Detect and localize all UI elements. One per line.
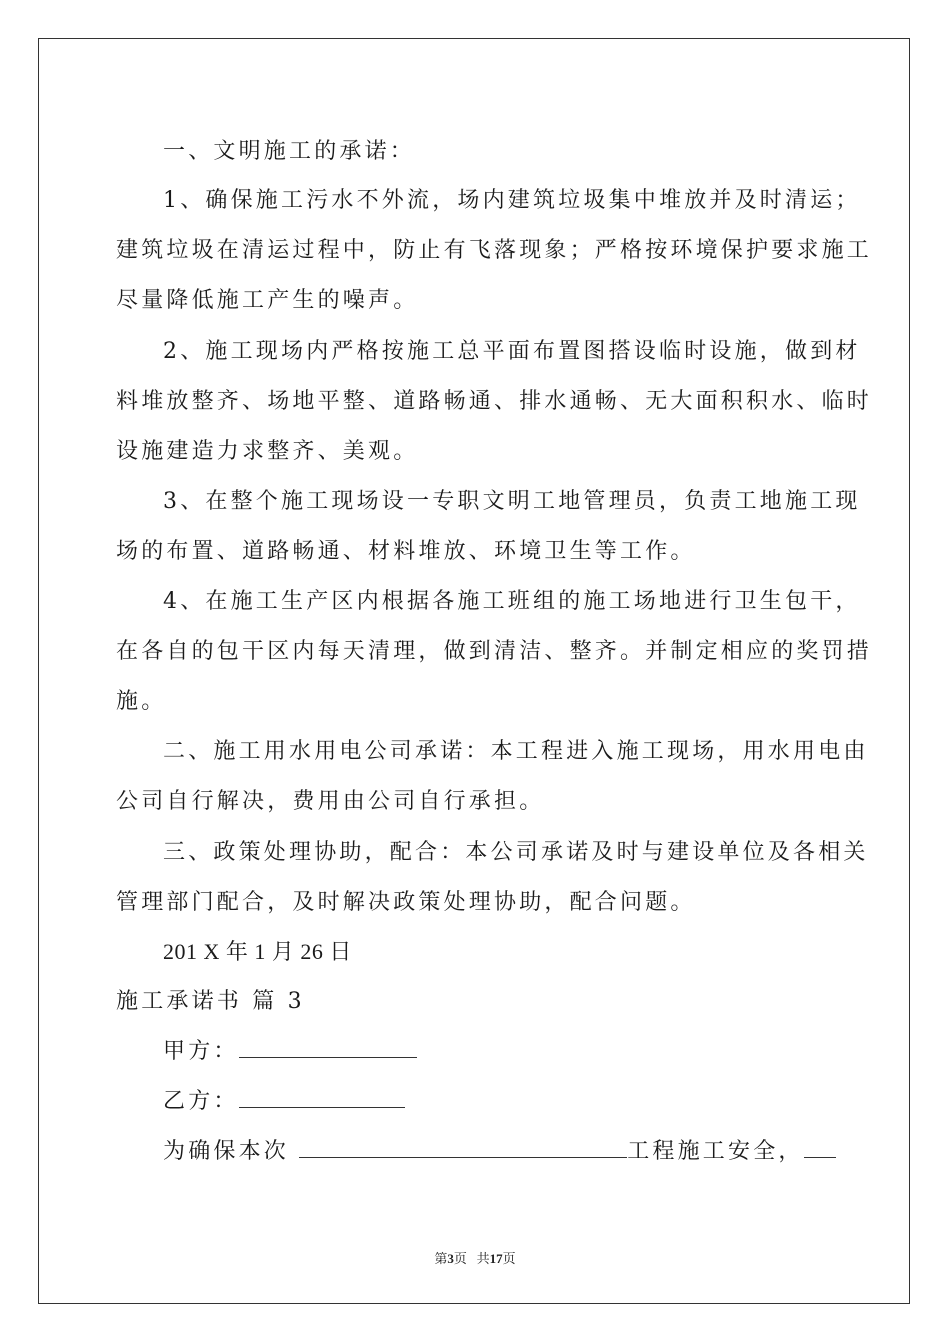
footer-total-number: 17 (489, 1251, 503, 1266)
item1-line2: 建筑垃圾在清运过程中，防止有飞落现象；严格按环境保护要求施工 (116, 238, 873, 263)
footer-total-prefix: 共 (476, 1251, 490, 1266)
footer-page-suffix: 页 (453, 1251, 467, 1266)
footer-total-suffix: 页 (502, 1251, 516, 1266)
item4-line1: 4、在施工生产区内根据各施工班组的施工场地进行卫生包干， (163, 589, 861, 614)
item1-line3: 尽量降低施工产生的噪声。 (116, 288, 419, 313)
section2-line1: 二、施工用水用电公司承诺：本工程进入施工现场，用水用电由 (163, 739, 869, 764)
next-document-title: 施工承诺书 篇 3 (116, 989, 305, 1014)
item1-line1: 1、确保施工污水不外流，场内建筑垃圾集中堆放并及时清运； (163, 188, 861, 213)
item3-line1: 3、在整个施工现场设一专职文明工地管理员，负责工地施工现 (163, 489, 861, 514)
item2-line3: 设施建造力求整齐、美观。 (116, 439, 419, 464)
document-date: 201 X 年 1 月 26 日 (163, 939, 352, 964)
section1-heading: 一、文明施工的承诺： (163, 139, 416, 164)
party-b-label: 乙方： (163, 1089, 239, 1114)
footer-page-prefix: 第 (434, 1251, 448, 1266)
item2-line1: 2、施工现场内严格按施工总平面布置图搭设临时设施，做到材 (163, 339, 861, 364)
party-b-row (163, 1087, 405, 1117)
section3-line1: 三、政策处理协助，配合：本公司承诺及时与建设单位及各相关 (163, 840, 869, 865)
section3-line2: 管理部门配合，及时解决政策处理协助，配合问题。 (116, 890, 696, 915)
closing-row (163, 1137, 836, 1167)
item3-line2: 场的布置、道路畅通、材料堆放、环境卫生等工作。 (116, 539, 696, 564)
party-a-blank (239, 1037, 417, 1058)
trailing-blank (804, 1137, 836, 1158)
party-b-blank (239, 1087, 405, 1108)
closing-middle: 工程施工安全， (627, 1139, 804, 1164)
section2-line2: 公司自行解决，费用由公司自行承担。 (116, 789, 545, 814)
item4-line3: 施。 (116, 689, 167, 714)
item2-line2: 料堆放整齐、场地平整、道路畅通、排水通畅、无大面积积水、临时 (116, 389, 873, 414)
project-name-blank (299, 1137, 627, 1158)
party-a-row (163, 1037, 417, 1067)
party-a-label: 甲方： (163, 1039, 239, 1064)
closing-prefix: 为确保本次 (163, 1139, 300, 1164)
page-footer (0, 1248, 950, 1267)
footer-page-number: 3 (447, 1251, 454, 1266)
item4-line2: 在各自的包干区内每天清理，做到清洁、整齐。并制定相应的奖罚措 (116, 639, 873, 664)
